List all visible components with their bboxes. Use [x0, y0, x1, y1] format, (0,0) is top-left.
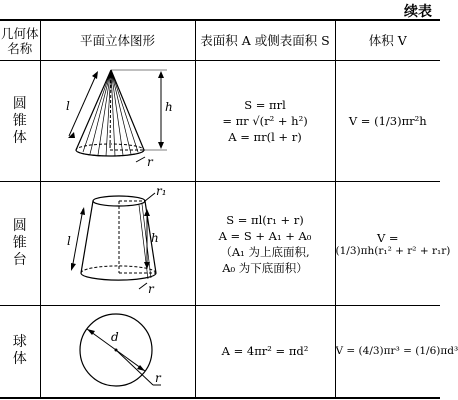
volume-cell-cone [335, 61, 440, 182]
row-cone [0, 61, 440, 182]
figure-cell-frustum [40, 182, 195, 306]
sphere-figure [43, 307, 193, 395]
formula-line: A = S + A₁ + A₀ [218, 228, 312, 243]
label-r: r [154, 371, 161, 386]
formula-line: A₀ 为下底面积） [222, 260, 308, 275]
name-cell-sphere [0, 306, 40, 398]
volume-cell-frustum [335, 182, 451, 306]
volume-cell-sphere [335, 306, 458, 398]
figure-cell-sphere [40, 306, 195, 398]
continued-label: 续表 [404, 4, 432, 20]
label-r: r [147, 281, 154, 296]
formula-line: S = πl(r₁ + r) [226, 212, 304, 227]
area-cell-frustum [195, 182, 335, 306]
label-l: l [66, 233, 71, 248]
area-cell-sphere [195, 306, 335, 398]
name-char: 锥 [12, 112, 27, 129]
header-name-line-1: 几何体 [0, 25, 39, 41]
row-frustum [0, 182, 440, 306]
name-char: 锥 [12, 235, 27, 251]
name-char: 球 [12, 334, 27, 351]
name-char: 台 [12, 252, 27, 268]
formula-line: S = πrl [244, 98, 286, 112]
geometry-formula-table [0, 19, 458, 399]
formula-line: V = (1/3)πr²h [348, 114, 427, 128]
header-figure: 平面立体图形 [40, 20, 195, 61]
formula-line: V = [376, 230, 399, 245]
formula-line: = πr √(r² + h²) [222, 114, 308, 128]
label-l: l [65, 98, 70, 113]
name-char: 圆 [12, 218, 27, 234]
cone-figure [43, 64, 193, 179]
label-r: r [146, 154, 153, 169]
formula-line: (1/3)πh(r₁² + r² + r₁r) [335, 244, 451, 257]
area-cell-cone [195, 61, 335, 182]
label-h: h [164, 99, 173, 114]
formula-line: V = (4/3)πr³ = (1/6)πd³ [335, 345, 458, 358]
header-name-line-2: 名称 [7, 40, 33, 56]
frustum-figure [43, 185, 193, 303]
name-cell-frustum [0, 182, 40, 306]
label-d: d [110, 330, 119, 345]
name-char: 圆 [12, 95, 27, 112]
name-cell-cone [0, 61, 40, 182]
label-h: h [150, 230, 159, 245]
label-r1: r₁ [155, 183, 167, 198]
formula-line: A = 4πr² = πd² [221, 344, 309, 359]
header-area: 表面积 A 或侧表面积 S [195, 20, 335, 61]
row-sphere [0, 306, 440, 398]
header-volume: 体积 V [335, 20, 440, 61]
name-char: 体 [12, 351, 27, 368]
formula-line: A = πr(l + r) [228, 130, 302, 144]
header-row [0, 20, 440, 61]
formula-line: （A₁ 为上底面积, [220, 244, 310, 259]
name-char: 体 [12, 129, 27, 146]
header-name [0, 20, 40, 61]
figure-cell-cone [40, 61, 195, 182]
